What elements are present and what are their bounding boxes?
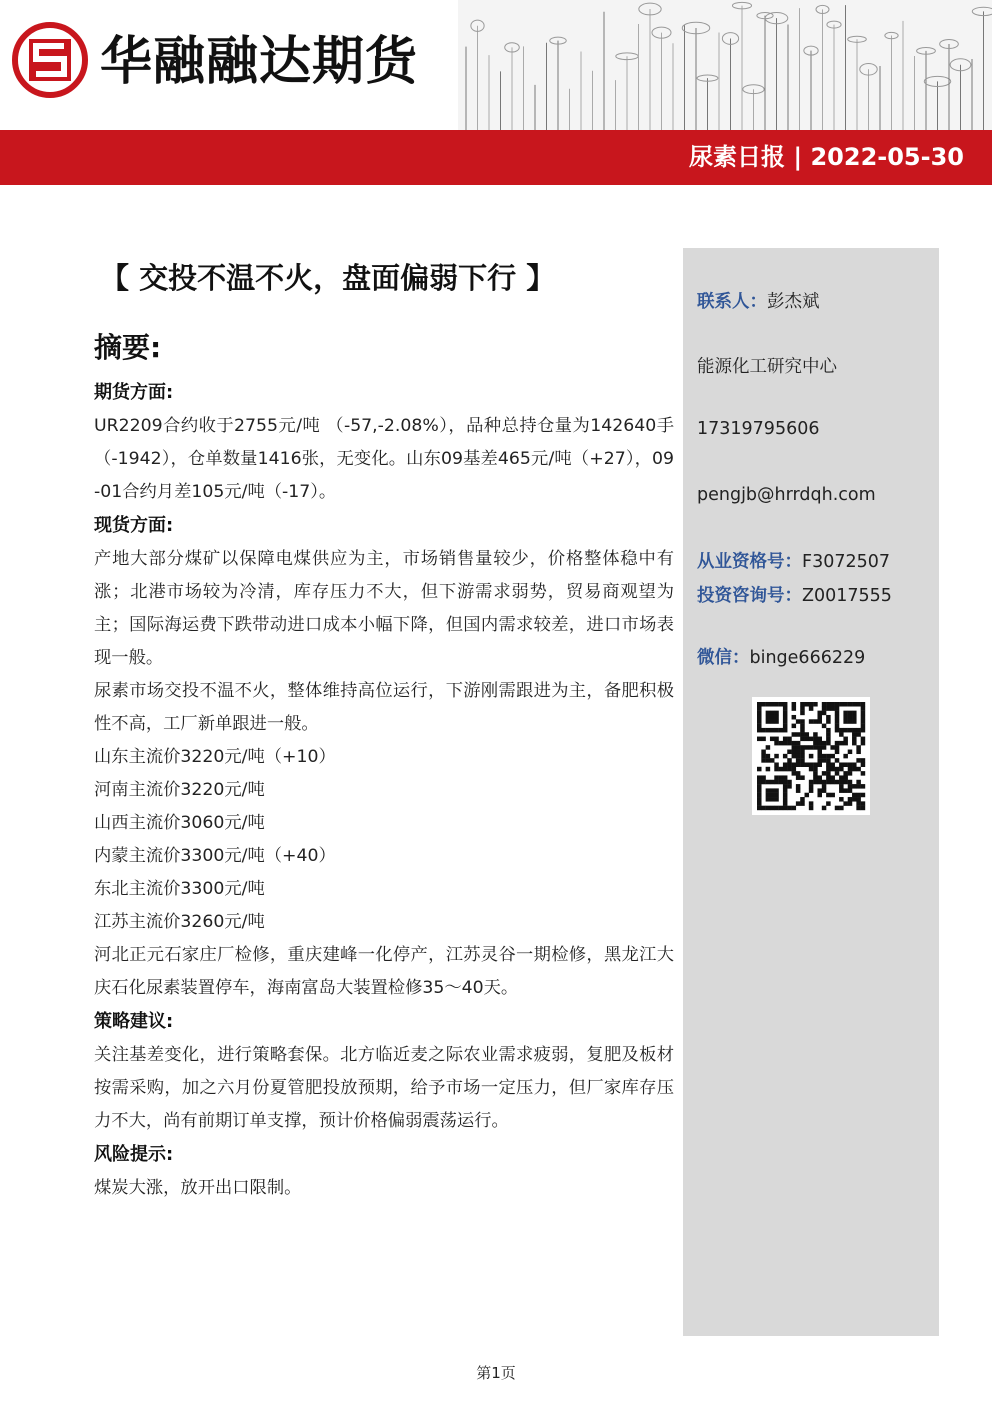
futures-heading: 期货方面: xyxy=(94,382,174,403)
risk-heading: 风险提示: xyxy=(94,1144,174,1165)
contact-label: 联系人： xyxy=(697,292,767,312)
spot-paragraph-1: 产地大部分煤矿以保障电煤供应为主，市场销售量较少，价格整体稳中有涨；北港市场较为冷清，库存压力不大，但下游需求弱势，贸易商观望为主；国际海运费下跌带动进口成本小幅下降，但国内需求较差，进口市场表现一般。 xyxy=(94,549,674,668)
price-line: 内蒙主流价3300元/吨（+40） xyxy=(94,846,336,866)
strategy-paragraph: 关注基差变化，进行策略套保。北方临近麦之际农业需求疲弱，复肥及板材按需采购，加之六月份夏管肥投放预期，给予市场一定压力，但厂家库存压力不大，尚有前期订单支撑，预计价格偏弱震荡运行。 xyxy=(94,1045,674,1131)
consult-number: Z0017555 xyxy=(802,586,892,606)
brand-name: 华融融达期货 xyxy=(100,32,419,92)
wechat-id: binge666229 xyxy=(749,648,866,668)
abstract-label: 摘要: xyxy=(94,331,162,364)
spot-paragraph-3: 河北正元石家庄厂检修，重庆建峰一化停产，江苏灵谷一期检修，黑龙江大庆石化尿素装置停车，海南富岛大装置检修35～40天。 xyxy=(94,945,674,998)
wechat-row xyxy=(697,644,865,669)
price-line: 东北主流价3300元/吨 xyxy=(94,879,265,899)
headline: 【 交投不温不火，盘面偏弱下行 】 xyxy=(100,261,556,295)
contact-row xyxy=(697,288,820,313)
contact-sidebar xyxy=(683,248,939,1336)
wechat-qr-code-icon xyxy=(752,697,870,815)
spot-heading: 现货方面: xyxy=(94,515,174,536)
qualification-row xyxy=(697,548,890,573)
risk-paragraph: 煤炭大涨，放开出口限制。 xyxy=(94,1178,302,1198)
email-address[interactable]: pengjb@hrrdqh.com xyxy=(697,485,876,505)
consult-row xyxy=(697,582,892,607)
contact-name: 彭杰斌 xyxy=(767,292,820,312)
strategy-heading: 策略建议: xyxy=(94,1011,174,1032)
spot-paragraph-2: 尿素市场交投不温不火，整体维持高位运行，下游刚需跟进为主，备肥积极性不高，工厂新单跟进一般。 xyxy=(94,681,674,734)
wechat-label: 微信： xyxy=(697,648,750,668)
report-title: 尿素日报 | 2022-05-30 xyxy=(689,143,964,171)
qr-code-icon xyxy=(752,697,870,815)
qualification-number: F3072507 xyxy=(802,552,891,572)
futures-paragraph: UR2209合约收于2755元/吨 （-57,-2.08%），品种总持仓量为142640手（-1942），仓单数量1416张，无变化。山东09基差465元/吨（+27），09-01合约月差105元/吨（-17）。 xyxy=(94,416,674,502)
consult-label: 投资咨询号： xyxy=(697,586,802,606)
price-line: 河南主流价3220元/吨 xyxy=(94,780,265,800)
phone-number[interactable]: 17319795606 xyxy=(697,419,820,439)
company-logo-icon xyxy=(12,22,88,98)
main-content xyxy=(94,380,674,1205)
price-line: 江苏主流价3260元/吨 xyxy=(94,912,265,932)
page-number: 第1页 xyxy=(476,1364,516,1382)
decorative-banner xyxy=(458,0,992,130)
qualification-label: 从业资格号： xyxy=(697,552,802,572)
price-line: 山东主流价3220元/吨（+10） xyxy=(94,747,336,767)
department: 能源化工研究中心 xyxy=(697,357,837,377)
price-line: 山西主流价3060元/吨 xyxy=(94,813,265,833)
